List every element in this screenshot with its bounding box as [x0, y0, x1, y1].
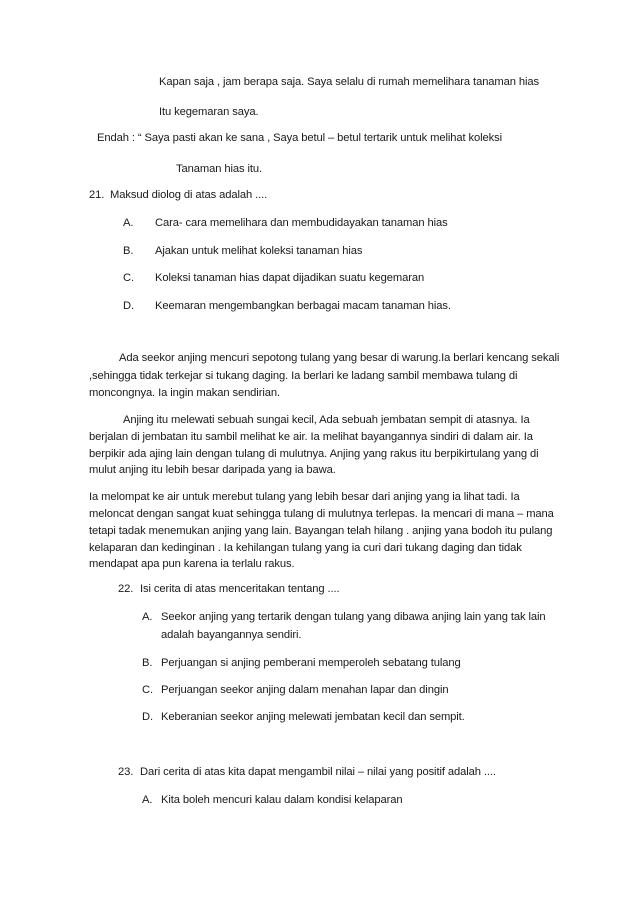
- story-line: ,sehingga tidak terkejar si tukang daging. Ia berlari ke ladang sambil membawa tulang di: [89, 370, 518, 382]
- question-text: Isi cerita di atas menceritakan tentang ....: [140, 583, 340, 595]
- option-letter: C.: [123, 272, 134, 284]
- story-line: Ada seekor anjing mencuri sepotong tulang yang besar di warung.Ia berlari kencang sekali: [119, 352, 560, 364]
- story-line: meloncat dengan sangat kuat sehingga tulang di mulutnya terlepas. Ia mencari di mana – mana: [89, 508, 554, 520]
- option-letter: A.: [142, 794, 153, 806]
- option-text: Cara- cara memelihara dan membudidayakan tanaman hias: [155, 217, 448, 229]
- story-line: Ia melompat ke air untuk merebut tulang yang lebih besar dari anjing yang ia lihat tadi. Ia: [89, 491, 520, 503]
- story-line: tetapi tadak menemukan anjing yang lain. Bayangan telah hilang . anjing yana bodoh itu pulang: [89, 525, 553, 537]
- dialog-line-speaker: Endah : “ Saya pasti akan ke sana , Saya betul – betul tertarik untuk melihat koleksi: [97, 132, 503, 144]
- question-text: Dari cerita di atas kita dapat mengambil nilai – nilai yang positif adalah ....: [140, 766, 496, 778]
- option-text: Keberanian seekor anjing melewati jembatan kecil dan sempit.: [161, 711, 465, 723]
- story-line: berjalan di jembatan itu sambil melihat ke air. Ia melihat bayangannya sindiri di dalam air. Ia: [89, 431, 533, 443]
- story-line: kelaparan dan kedinginan . Ia kehilangan tulang yang ia curi dari tukang daging dan tidak: [89, 542, 522, 554]
- option-letter: D.: [142, 711, 153, 723]
- question-text: Maksud diolog di atas adalah ....: [110, 189, 268, 201]
- option-text: Ajakan untuk melihat koleksi tanaman hias: [155, 245, 363, 257]
- option-text: Koleksi tanaman hias dapat dijadikan suatu kegemaran: [155, 272, 425, 284]
- question-number: 21.: [89, 189, 105, 201]
- option-text: Kita boleh mencuri kalau dalam kondisi kelaparan: [161, 794, 403, 806]
- option-text: Keemaran mengembangkan berbagai macam tanaman hias.: [155, 300, 451, 312]
- option-text: Perjuangan si anjing pemberani memperoleh sebatang tulang: [161, 657, 461, 669]
- dialog-line: Itu kegemaran saya.: [159, 106, 259, 118]
- question-number: 22.: [118, 583, 134, 595]
- option-text: Seekor anjing yang tertarik dengan tulang yang dibawa anjing lain yang tak lain: [161, 611, 546, 623]
- story-line: berpikir ada ajing lain dengan tulang di mulutnya. Anjing yang rakus itu berpikirtulang yang di: [89, 448, 539, 460]
- option-letter: A.: [142, 611, 153, 623]
- option-letter: B.: [123, 245, 134, 257]
- option-letter: A.: [123, 217, 134, 229]
- story-line: mulut anjing itu lebih besar daripada yang ia bawa.: [89, 464, 336, 476]
- story-line: Anjing itu melewati sebuah sungai kecil, Ada sebuah jembatan sempit di atasnya. Ia: [123, 414, 530, 426]
- question-number: 23.: [118, 766, 134, 778]
- option-letter: D.: [123, 300, 134, 312]
- option-text: adalah bayangannya sendiri.: [161, 629, 302, 641]
- dialog-line: Tanaman hias itu.: [176, 163, 262, 175]
- option-letter: C.: [142, 684, 153, 696]
- story-line: mendapat apa pun karena ia terlalu rakus.: [89, 558, 295, 570]
- dialog-line: Kapan saja , jam berapa saja. Saya selalu di rumah memelihara tanaman hias: [159, 76, 540, 88]
- option-text: Perjuangan seekor anjing dalam menahan lapar dan dingin: [161, 684, 449, 696]
- option-letter: B.: [142, 657, 153, 669]
- story-line: moncongnya. Ia ingin makan sendirian.: [89, 387, 280, 399]
